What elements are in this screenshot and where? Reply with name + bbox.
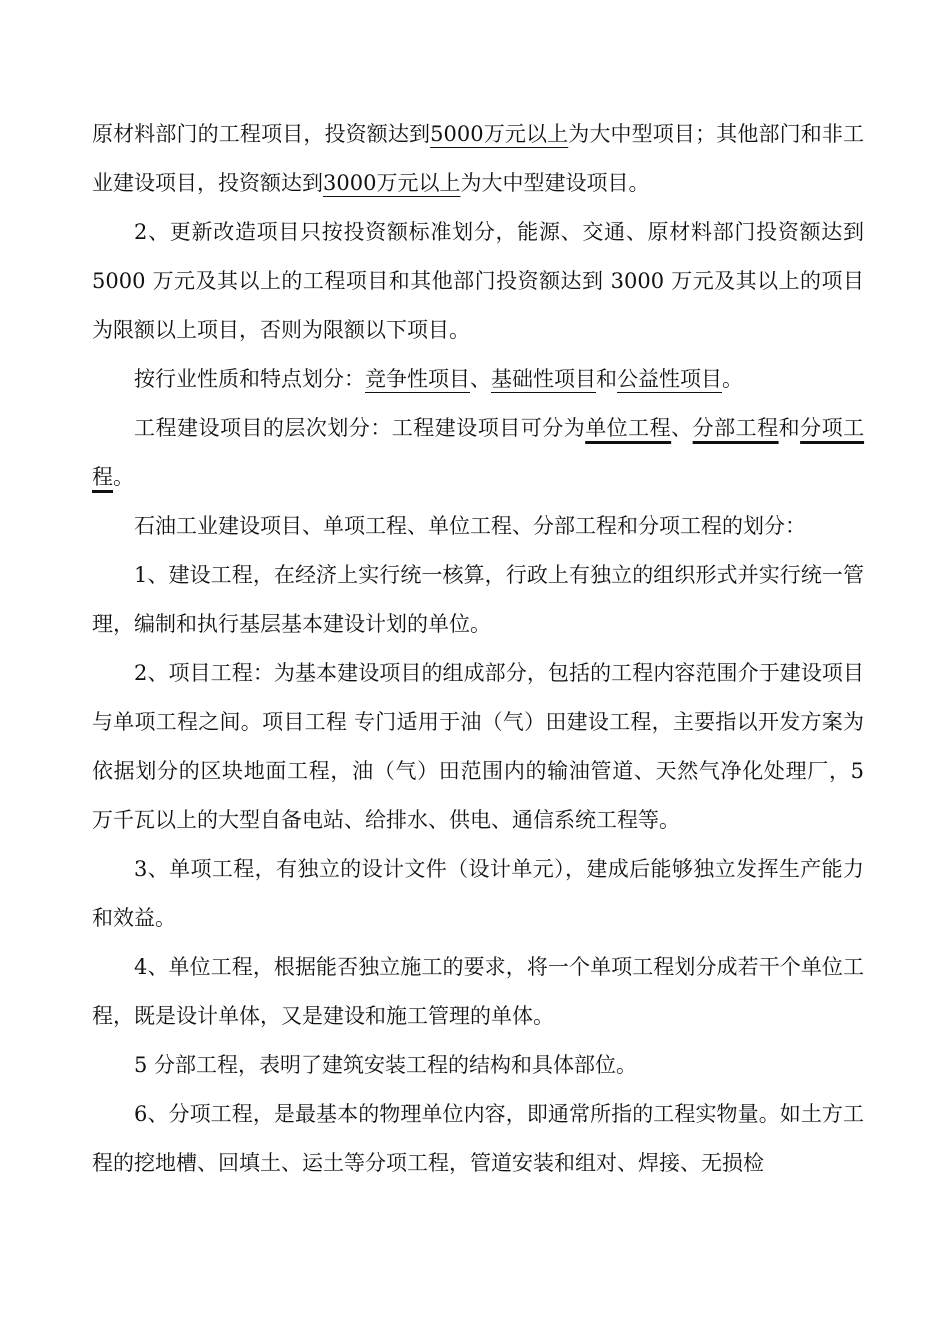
- underlined-term: 公益性项目: [617, 367, 722, 391]
- text-run: 2、项目工程：为基本建设项目的组成部分，包括的工程内容范围介于建设项目与单项工程之间。项目工程 专门适用于油（气）田建设工程，主要指以开发方案为依据划分的区块地面工程，油（气）田范围内的输油管道、天然气净化处理厂，5 万千瓦以上的大型自备电站、给排水、供电、通信系统工程等。: [92, 661, 864, 832]
- text-run: 石油工业建设项目、单项工程、单位工程、分部工程和分项工程的划分：: [134, 514, 806, 538]
- text-run: 原材料部门的工程项目，投资额达到: [92, 122, 431, 146]
- text-run: 为大中型项目；其他部门和非工业建设项目，投资额达到: [92, 122, 865, 195]
- text-run: 按行业性质和特点划分：: [134, 367, 365, 391]
- paragraph-p9: [92, 943, 864, 1041]
- text-run: 5 分部工程，表明了建筑安装工程的结构和具体部位。: [134, 1053, 638, 1077]
- paragraph-p3: [92, 355, 864, 404]
- text-run: 6、分项工程，是最基本的物理单位内容，即通常所指的工程实物量。如土方工程的挖地槽、回填土、运土等分项工程，管道安装和组对、焊接、无损检: [92, 1102, 864, 1175]
- underlined-term: 5000万元以上: [430, 122, 569, 146]
- text-run: 、: [470, 367, 491, 391]
- paragraph-p8: [92, 845, 864, 943]
- text-run: 2、更新改造项目只按投资额标准划分，能源、交通、原材料部门投资额达到 5000 万元及其以上的工程项目和其他部门投资额达到 3000 万元及其以上的项目为限额以上项目，否则为限额以下项目。: [92, 220, 864, 342]
- paragraph-p10: [92, 1041, 864, 1090]
- underlined-term: 竞争性项目: [365, 367, 470, 391]
- text-run: 4、单位工程，根据能否独立施工的要求，将一个单项工程划分成若干个单位工程，既是设计单体，又是建设和施工管理的单体。: [92, 955, 864, 1028]
- underlined-term: 分项工程: [92, 416, 865, 489]
- underlined-term: 单位工程: [585, 416, 672, 440]
- text-run: 、: [671, 416, 693, 440]
- document-page: [92, 110, 864, 1188]
- underlined-term: 3000万元以上: [323, 171, 461, 195]
- paragraph-p4: [92, 404, 864, 502]
- text-run: 和: [778, 416, 801, 440]
- text-run: 为大中型建设项目。: [460, 171, 650, 195]
- paragraph-p5: [92, 502, 864, 551]
- underlined-term: 分部工程: [692, 416, 779, 440]
- paragraph-p2: [92, 208, 864, 355]
- text-run: 。: [722, 367, 743, 391]
- text-run: 和: [596, 367, 617, 391]
- paragraph-p11: [92, 1090, 864, 1188]
- text-run: 3、单项工程，有独立的设计文件（设计单元），建成后能够独立发挥生产能力和效益。: [92, 857, 864, 930]
- paragraph-p7: [92, 649, 864, 845]
- text-run: 。: [113, 465, 134, 489]
- text-run: 1、建设工程，在经济上实行统一核算，行政上有独立的组织形式并实行统一管理，编制和执行基层基本建设计划的单位。: [92, 563, 864, 636]
- text-run: 工程建设项目的层次划分：工程建设项目可分为: [134, 416, 586, 440]
- paragraph-p1: [92, 110, 864, 208]
- paragraph-p6: [92, 551, 864, 649]
- underlined-term: 基础性项目: [491, 367, 596, 391]
